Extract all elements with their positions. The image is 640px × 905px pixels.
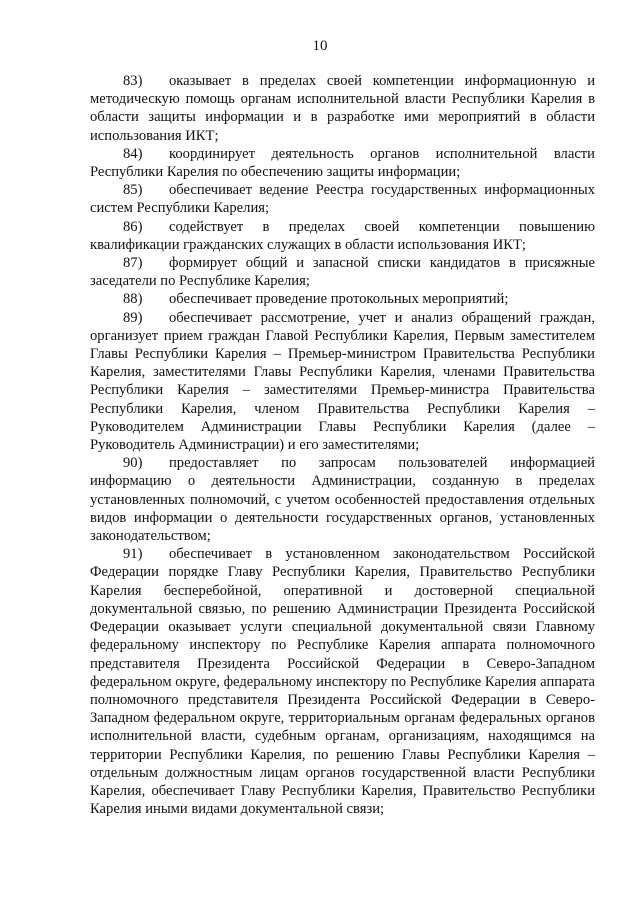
item-number: 88) [123,291,143,308]
item-text: обеспечивает ведение Реестра государственных информационных систем Республики Карелия; [90,182,595,217]
list-item [90,218,595,254]
item-number: 85) [123,182,143,199]
list-item [90,454,595,545]
item-number: 86) [123,218,143,235]
list-item [90,290,595,308]
item-number: 90) [123,455,143,472]
item-number: 84) [123,145,143,162]
item-text: предоставляет по запросам пользователей информацией информацию о деятельности Администрации, созданную в пределах установленных полномочий, с учетом особенностей предоставления отдельных видов информации о деятельности государственных органов, установленных законодательством; [90,455,595,545]
item-number: 87) [123,255,143,272]
item-text: формирует общий и запасной списки кандидатов в присяжные заседатели по Республике Карелия; [90,255,595,290]
list-item [90,181,595,217]
item-text: оказывает в пределах своей компетенции информационную и методическую помощь органам исполнительной власти Республики Карелия в области защиты информации и в разработке ими мероприятий в области использования ИКТ; [90,73,595,144]
list-item [90,254,595,290]
item-number: 91) [123,546,143,563]
item-text: координирует деятельность органов исполнительной власти Республики Карелия по обеспечению защиты информации; [90,145,595,181]
item-text: обеспечивает проведение протокольных мероприятий; [169,291,509,308]
item-text: содействует в пределах своей компетенции повышению квалификации гражданских служащих в области использования ИКТ; [90,218,595,253]
list-item [90,145,595,181]
item-number: 89) [123,309,143,326]
page-number: 10 [312,38,328,54]
item-number: 83) [123,73,143,89]
list-item [90,545,595,818]
item-text: обеспечивает рассмотрение, учет и анализ обращений граждан, организует прием граждан Главой Республики Карелия, Первым заместителем Главы Республики Карелия – Премьер-министром Правительства Республики Карелия, заместителями Главы Республики Карелия, членами Правительства Республики Карелия – заместителями Премьер-министра Правительства Республики Карелия, членом Правительства Республики Карелия – Руководителем Администрации Главы Республики Карелия (далее – Руководитель Администрации) и его заместителями; [90,309,595,454]
list-item [90,309,595,455]
document-body [90,72,595,818]
list-item [90,72,595,145]
item-text: обеспечивает в установленном законодательством Российской Федерации порядке Главу Республики Карелия, Правительство Республики Карелия бесперебойной, оперативной и достоверной специальной документальной связью, по решению Администрации Президента Российской Федерации оказывает услуги специальной документальной связи Главному федеральному инспектору по Республике Карелия аппарата полномочного представителя Президента Российской Федерации в Северо-Западном федеральном округе, федеральному инспектору по Республике Карелия аппарата полномочного представителя Президента Российской Федерации в Северо-Западном федеральном округе, территориальным органам федеральных органов исполнительной власти, судебным органам, организациям, находящимся на территории Республики Карелия, по решению Главы Республики Карелия – отдельным должностным лицам органов государственной власти Республики Карелия, обеспечивает Главу Республики Карелия, Правительство Республики Карелия иными видами документальной связи; [90,546,595,818]
